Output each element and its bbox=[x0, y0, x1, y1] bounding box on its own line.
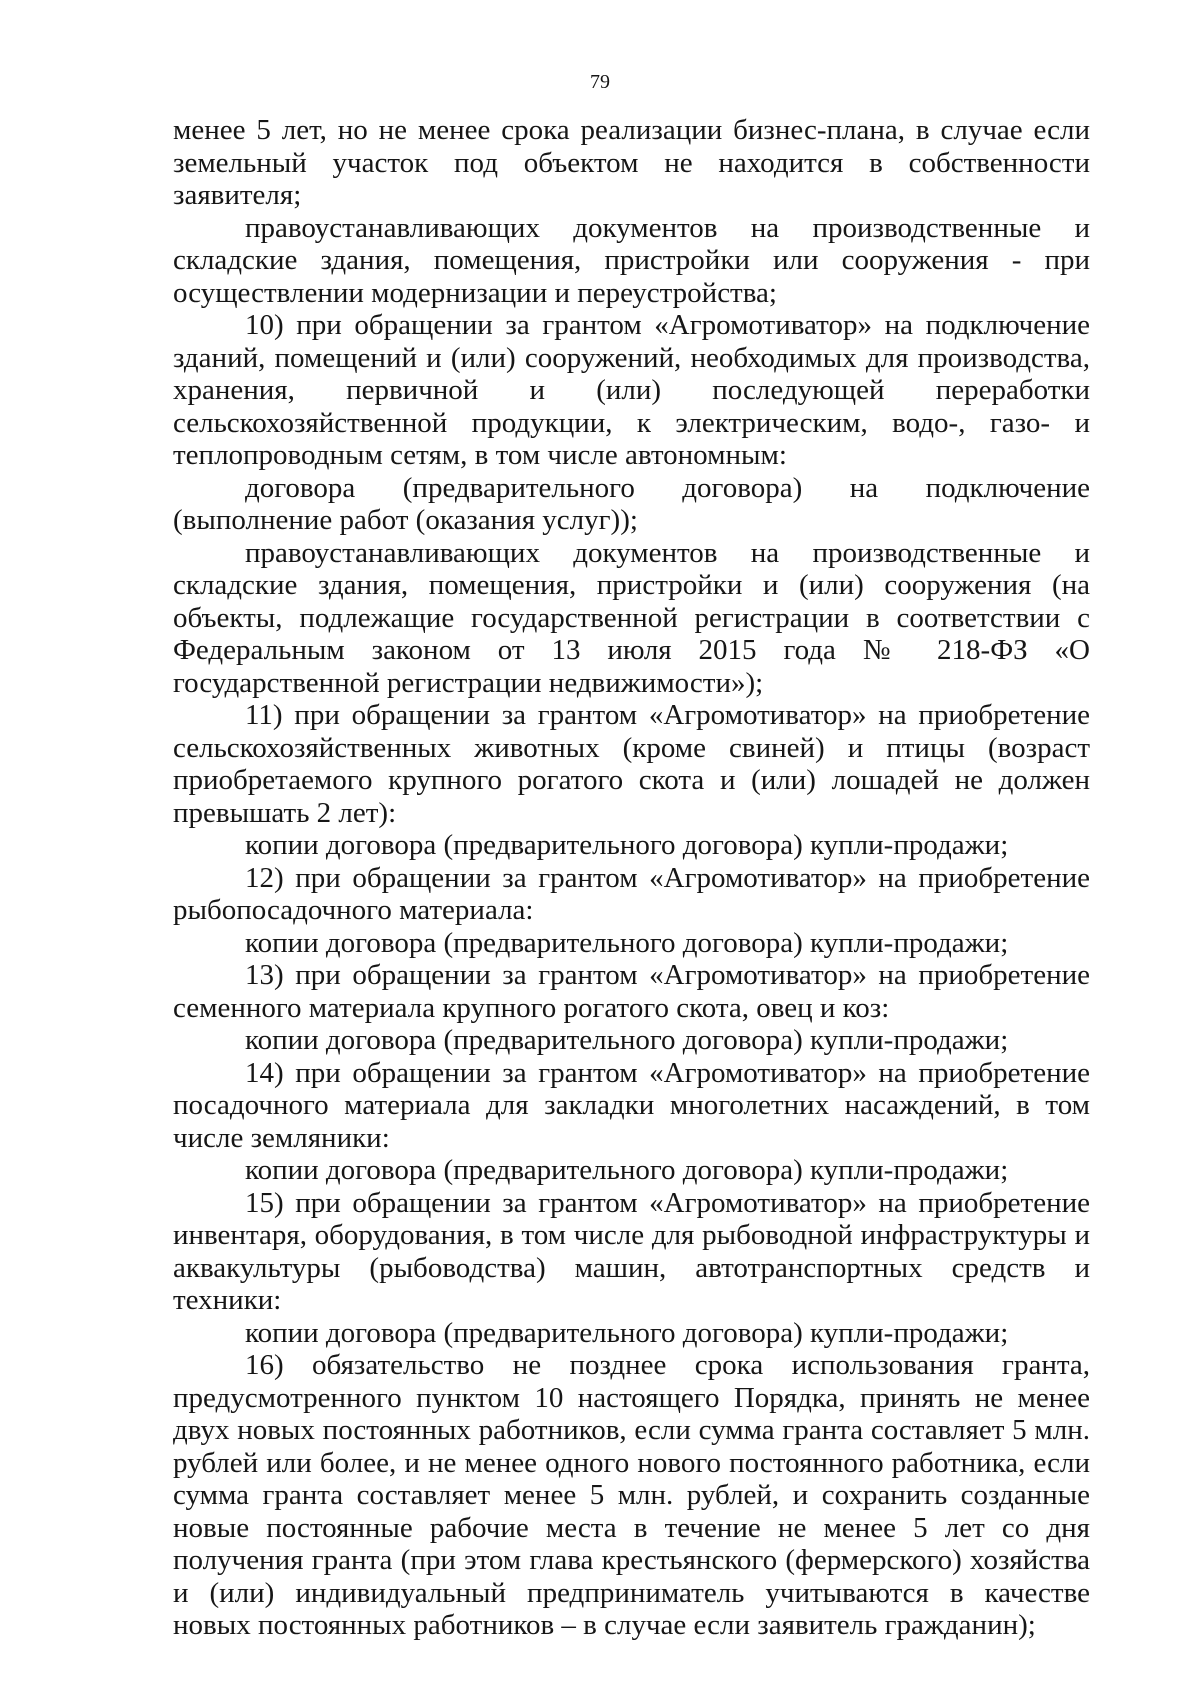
paragraph-title-documents-modernization: правоустанавливающих документов на производственные и складские здания, помещения, пристройки или сооружения - при осуществлении модернизации и переустройства; bbox=[173, 211, 1090, 309]
paragraph-title-documents-registration: правоустанавливающих документов на производственные и складские здания, помещения, пристройки и (или) сооружения (на объекты, подлежащие государственной регистрации в соответствии с Федеральным законом от 13 июля 2015 года № 218-ФЗ «О государственной регистрации недвижимости»); bbox=[173, 536, 1090, 699]
paragraph-sale-contract-copies: копии договора (предварительного договора) купли-продажи; bbox=[245, 1154, 1009, 1186]
paragraph-item-16: 16) обязательство не позднее срока использования гранта, предусмотренного пунктом 10 настоящего Порядка, принять не менее двух новых постоянных работников, если сумма гранта составляет 5 млн. рублей или более, и не менее одного нового постоянного работника, если сумма гранта составляет менее 5 млн. рублей, и сохранить созданные новые постоянные рабочие места в течение не менее 5 лет со дня получения гранта (при этом глава крестьянского (фермерского) хозяйства и (или) индивидуальный предприниматель учитываются в качестве новых постоянных работников – в случае если заявитель гражданин); bbox=[173, 1349, 1090, 1641]
document-body bbox=[173, 114, 1090, 1642]
paragraph-continuation: менее 5 лет, но не менее срока реализации бизнес-плана, в случае если земельный участок под объектом не находится в собственности заявителя; bbox=[173, 114, 1090, 211]
paragraph-sale-contract-copies: копии договора (предварительного договора) купли-продажи; bbox=[245, 1024, 1009, 1056]
paragraph-item-12: 12) при обращении за грантом «Агромотиватор» на приобретение рыбопосадочного материала: bbox=[173, 861, 1090, 926]
paragraph-item-14: 14) при обращении за грантом «Агромотиватор» на приобретение посадочного материала для закладки многолетних насаждений, в том числе земляники: bbox=[173, 1056, 1090, 1154]
paragraph-item-15: 15) при обращении за грантом «Агромотиватор» на приобретение инвентаря, оборудования, в том числе для рыбоводной инфраструктуры и аквакультуры (рыбоводства) машин, автотранспортных средств и техники: bbox=[173, 1186, 1090, 1316]
paragraph-sale-contract-copies: копии договора (предварительного договора) купли-продажи; bbox=[245, 829, 1009, 861]
paragraph-item-13: 13) при обращении за грантом «Агромотиватор» на приобретение семенного материала крупного рогатого скота, овец и коз: bbox=[173, 959, 1090, 1024]
paragraph-item-11: 11) при обращении за грантом «Агромотиватор» на приобретение сельскохозяйственных животных (кроме свиней) и птицы (возраст приобретаемого крупного рогатого скота и (или) лошадей не должен превышать 2 лет): bbox=[173, 699, 1090, 829]
page-number: 79 bbox=[590, 71, 610, 93]
paragraph-sale-contract-copies: копии договора (предварительного договора) купли-продажи; bbox=[245, 1316, 1009, 1349]
paragraph-connection-contract: договора (предварительного договора) на подключение (выполнение работ (оказания услуг)); bbox=[173, 471, 1090, 536]
paragraph-sale-contract-copies: копии договора (предварительного договора) купли-продажи; bbox=[245, 926, 1009, 959]
paragraph-item-10: 10) при обращении за грантом «Агромотиватор» на подключение зданий, помещений и (или) сооружений, необходимых для производства, хранения, первичной и (или) последующей переработки сельскохозяйственной продукции, к электрическим, водо-, газо- и теплопроводным сетям, в том числе автономным: bbox=[173, 309, 1090, 471]
